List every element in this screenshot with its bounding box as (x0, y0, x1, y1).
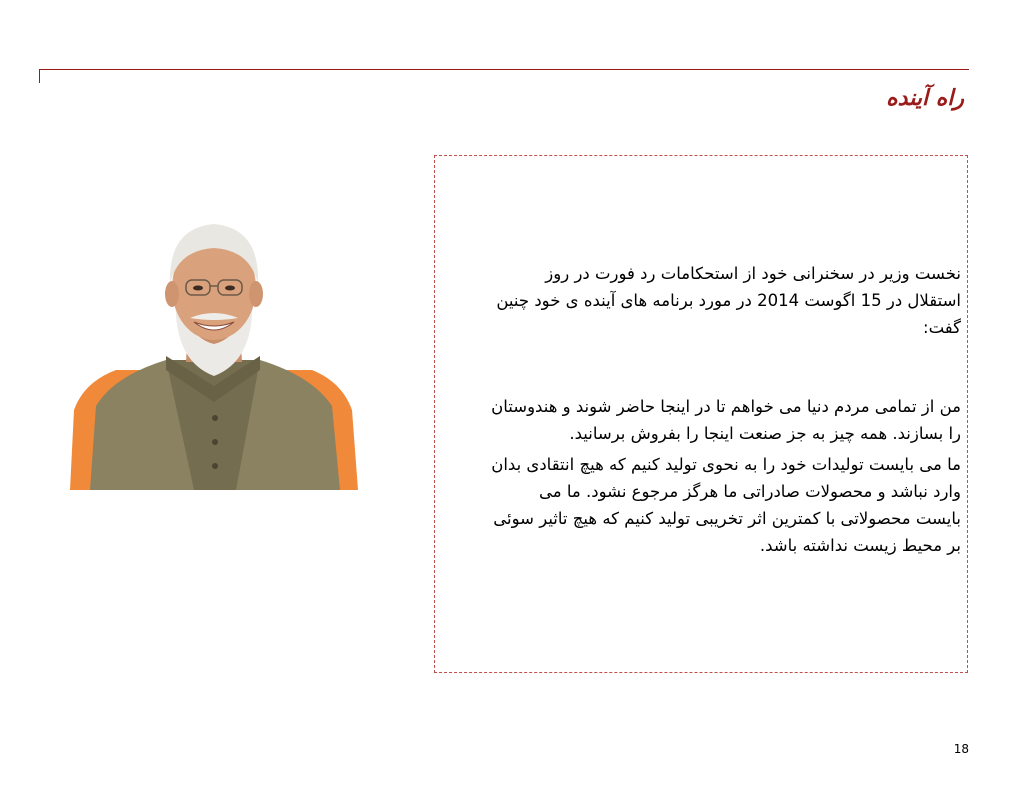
header-rule (39, 69, 969, 70)
quote2-line-1: ما می بایست تولیدات خود را به نحوی تولید کنیم که هیچ انتقادی بدان (491, 455, 961, 474)
header-rule-tick (39, 69, 40, 83)
page-number: 18 (953, 742, 969, 756)
quote2-line-2: وارد نباشد و محصولات صادراتی ما هرگز مرجوع نشود. ما می (539, 482, 961, 501)
intro-line-1: نخست وزیر در سخنرانی خود از استحکامات رد فورت در روز (545, 264, 961, 283)
text-body (435, 260, 961, 559)
portrait-image (70, 210, 358, 490)
intro-line-2: استقلال در 15 اگوست 2014 در مورد برنامه های آینده ی خود چنین (496, 291, 961, 310)
quote2-line-4: بر محیط زیست نداشته باشد. (759, 536, 961, 555)
quote1-line-2: را بسازند. همه چیز به جز صنعت اینجا را بفروش برسانید. (569, 424, 961, 443)
quote2-line-3: بایست محصولاتی با کمترین اثر تخریبی تولید کنیم که هیچ تاثیر سوئی (493, 509, 961, 528)
text-box (434, 155, 968, 673)
slide-title: راه آینده (886, 86, 964, 111)
quote1-line-1: من از تمامی مردم دنیا می خواهم تا در اینجا حاضر شوند و هندوستان (491, 397, 961, 416)
intro-line-3: گفت: (923, 318, 961, 337)
